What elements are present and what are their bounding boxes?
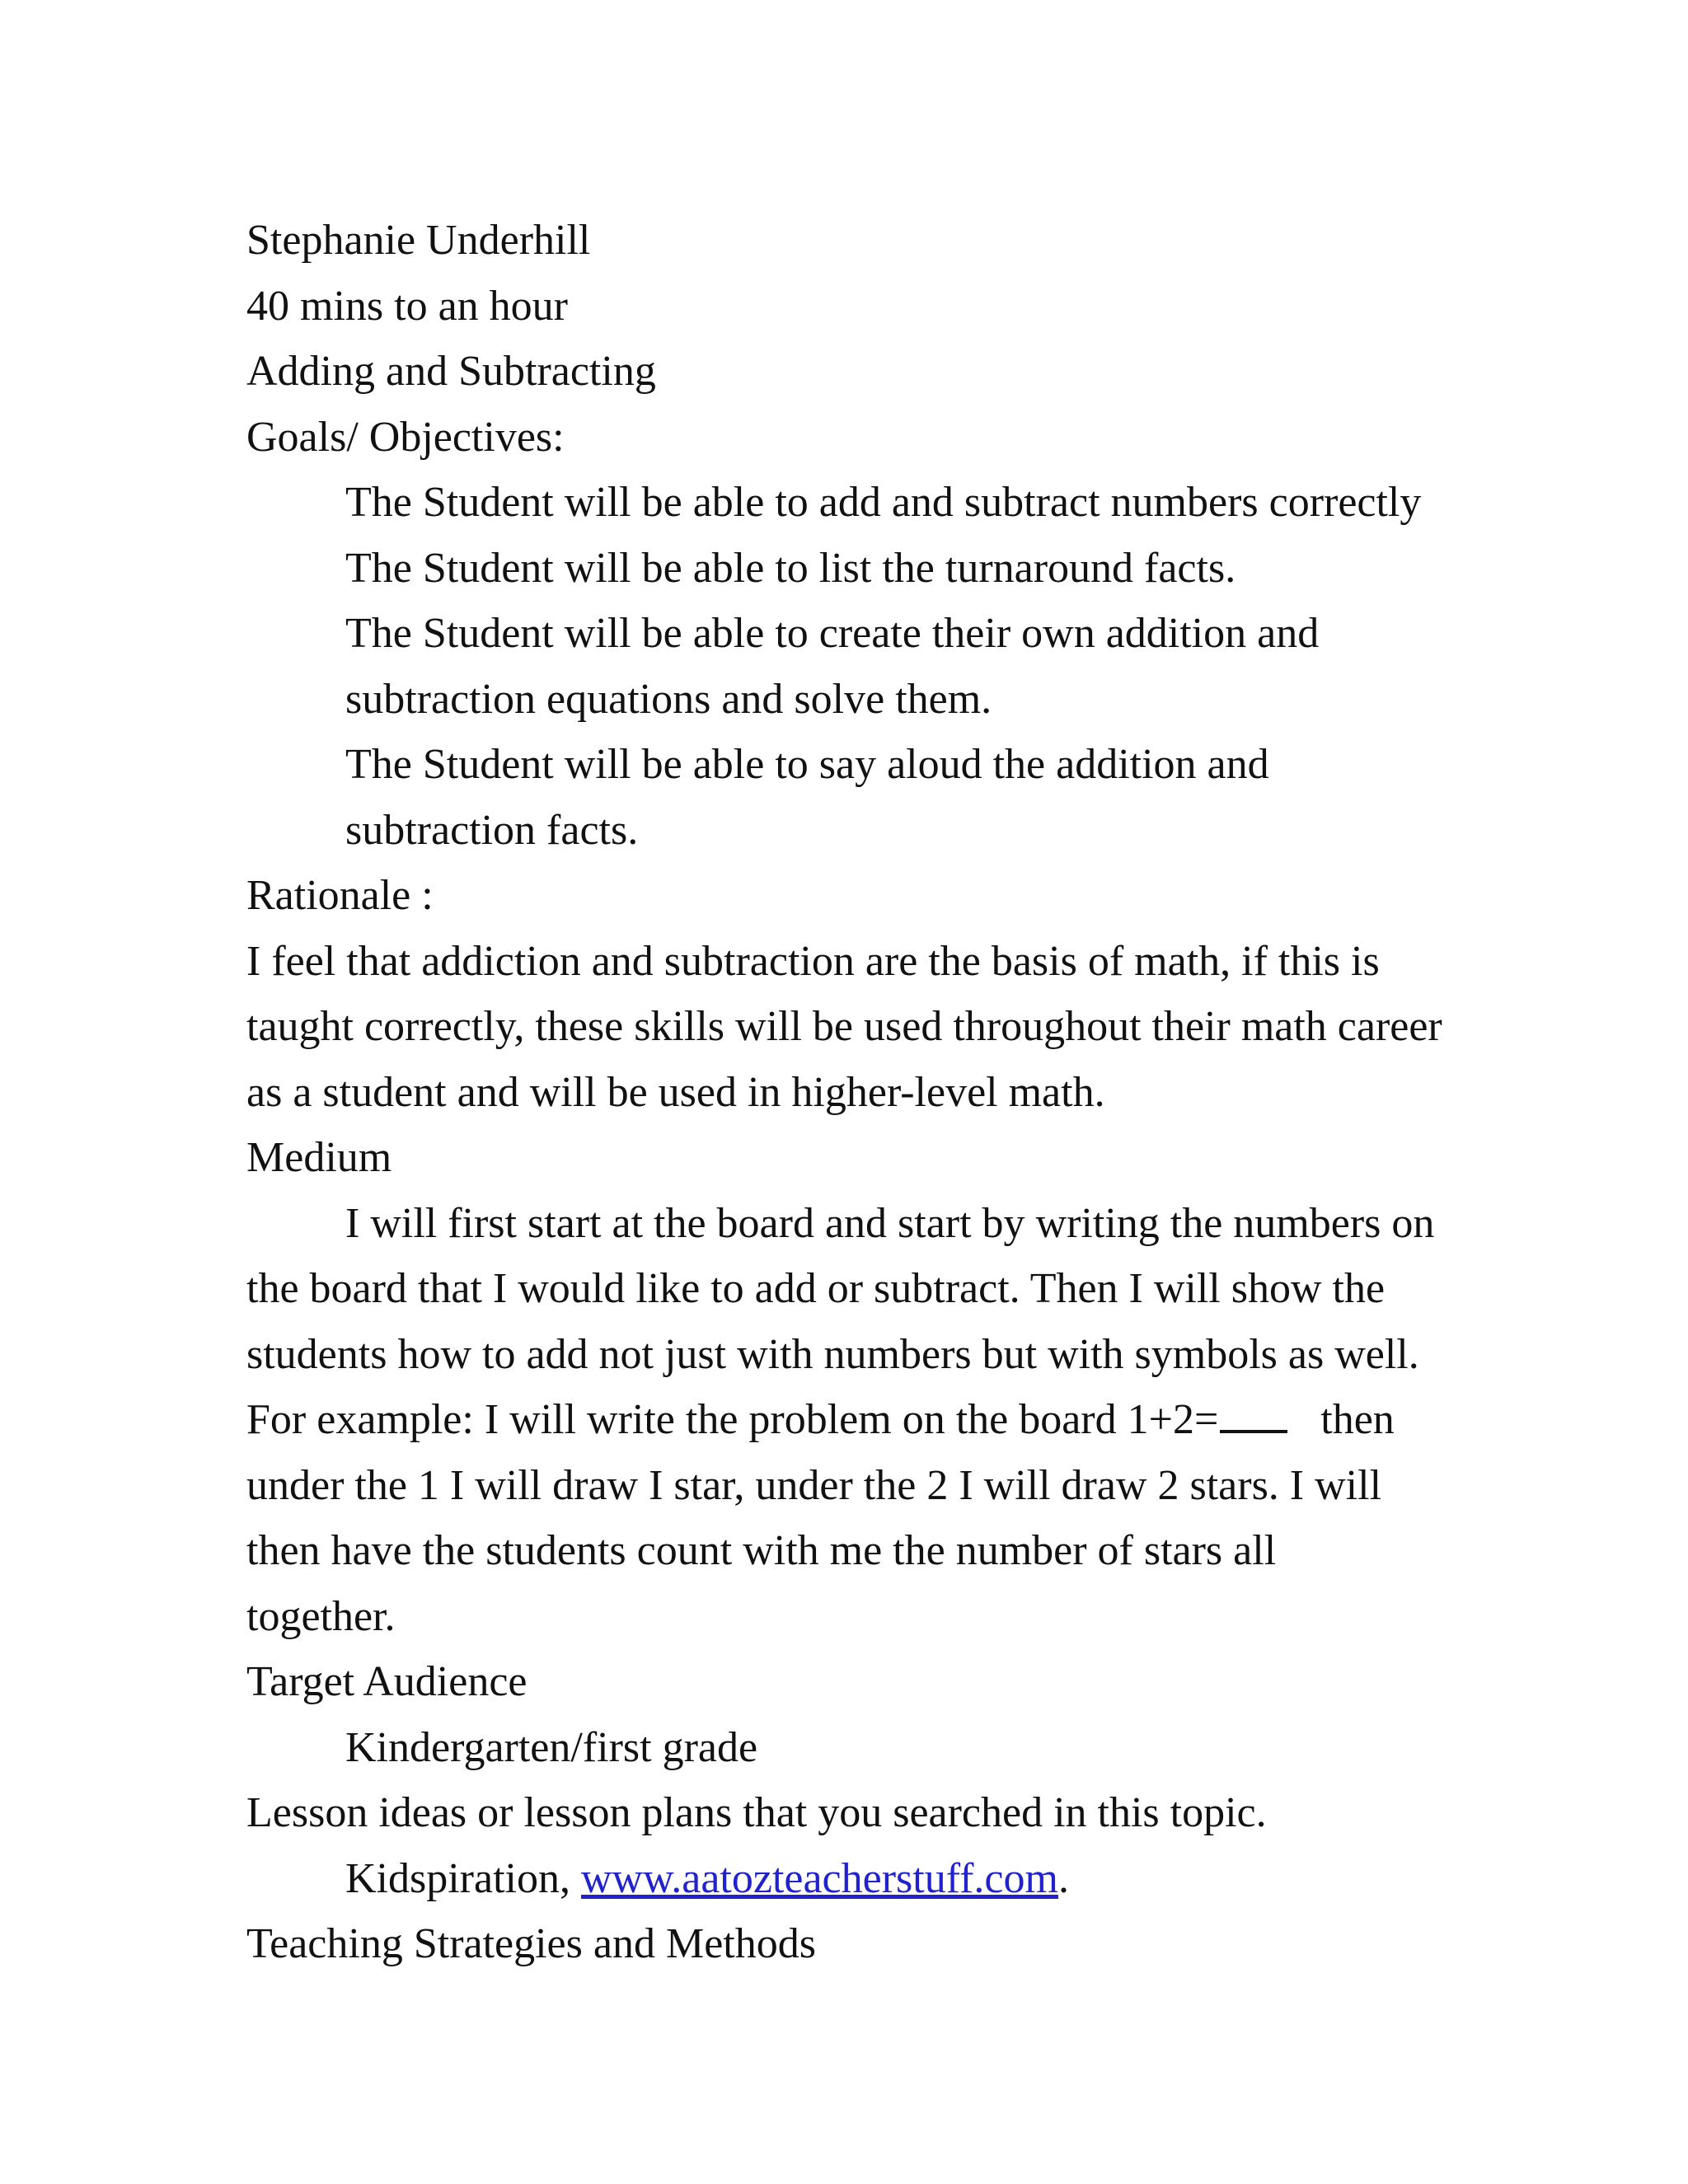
lesson-ideas-heading: Lesson ideas or lesson plans that you searched in this topic. [246, 1789, 1267, 1836]
medium-heading: Medium [246, 1134, 392, 1181]
medium-example-line [246, 1387, 1450, 1453]
rationale-line: I feel that addiction and subtraction are the basis of math, if this is [246, 937, 1380, 985]
medium-example-then: then [1320, 1396, 1395, 1443]
rationale-line: taught correctly, these skills will be used throughout their math career [246, 1003, 1442, 1050]
medium-line: students how to add not just with numbers but with symbols as well. [246, 1330, 1419, 1378]
medium-line: the board that I would like to add or subtract. Then I will show the [246, 1265, 1386, 1312]
rationale-heading: Rationale : [246, 872, 434, 919]
rationale-line: as a student and will be used in higher-level math. [246, 1068, 1105, 1116]
strategies-heading: Teaching Strategies and Methods [246, 1920, 816, 1967]
goal-line: The Student will be able to say aloud the addition and [345, 741, 1269, 788]
author-name: Stephanie Underhill [246, 217, 591, 264]
medium-line: I will first start at the board and start by writing the numbers on [345, 1199, 1435, 1247]
lesson-topic: Adding and Subtracting [246, 348, 656, 395]
lesson-duration: 40 mins to an hour [246, 282, 568, 330]
lesson-ideas-suffix: . [1057, 1854, 1069, 1902]
goal-line: subtraction facts. [345, 806, 639, 854]
goal-line: The Student will be able to add and subtract numbers correctly [345, 479, 1422, 526]
lesson-ideas-line [246, 1846, 1450, 1912]
medium-line: under the 1 I will draw I star, under the 2 I will draw 2 stars. I will [246, 1461, 1382, 1509]
goals-heading: Goals/ Objectives: [246, 413, 565, 461]
audience-heading: Target Audience [246, 1658, 528, 1705]
answer-blank [1220, 1397, 1287, 1433]
teacher-stuff-link[interactable]: www.aatozteacherstuff.com [580, 1854, 1058, 1902]
medium-line: together. [246, 1592, 396, 1640]
medium-line: then have the students count with me the number of stars all [246, 1527, 1277, 1574]
audience-value: Kindergarten/first grade [345, 1723, 758, 1771]
goal-line: The Student will be able to list the turnaround facts. [345, 544, 1236, 592]
goal-line: The Student will be able to create their own addition and [345, 610, 1320, 657]
lesson-ideas-prefix: Kidspiration, [345, 1854, 581, 1902]
document-body [246, 208, 1450, 1977]
medium-example-text: For example: I will write the problem on the board 1+2= [246, 1396, 1219, 1443]
goal-line: subtraction equations and solve them. [345, 675, 992, 723]
